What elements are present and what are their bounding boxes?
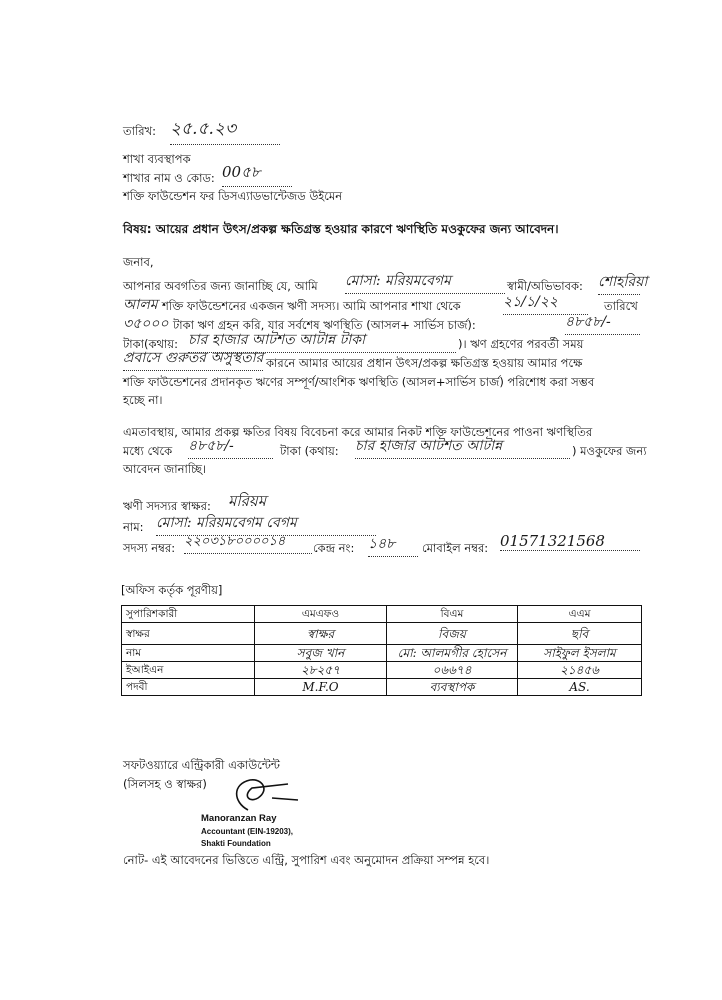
accountant-signature: [228, 772, 303, 814]
paragraph2-text: আবেদন জানাচ্ছি।: [123, 462, 207, 476]
am-ein: ২১৪৫৬: [518, 662, 642, 679]
applicant-name-handwritten: মোসা: মরিয়মবেগম: [345, 269, 505, 294]
outstanding-balance-handwritten: ৪৮৫৮/-: [565, 310, 640, 335]
paragraph1-text: আপনার অবগতির জন্য জানাচ্ছি যে, আমি: [123, 279, 318, 293]
table-header: এমএফও: [255, 606, 387, 623]
mfo-name: সবুজ খান: [255, 645, 387, 662]
paragraph1-text: হচ্ছে না।: [123, 393, 163, 407]
bm-ein: ০৬৬৭৪: [387, 662, 518, 679]
mfo-signature: স্বাক্ষর: [255, 623, 387, 645]
balance-in-words-handwritten: চার হাজার আটশত আটান্ন টাকা: [188, 328, 456, 353]
branch-manager-label: শাখা ব্যবস্থাপক: [123, 152, 191, 166]
table-row: [122, 623, 642, 645]
mfo-designation: M.F.O: [255, 679, 387, 696]
member-signature-label: ঋণী সদস্যর স্বাক্ষর:: [123, 499, 211, 513]
organization-name: শক্তি ফাউন্ডেশন ফর ডিসএ্যাডভান্টেজড উইমেন: [123, 189, 343, 203]
am-name: সাইফুল ইসলাম: [518, 645, 642, 662]
paragraph1-text: টাকা(কথায়:: [123, 337, 178, 351]
table-header: সুপারিশকারী: [122, 606, 255, 623]
center-number-label: কেন্দ্র নং:: [313, 541, 355, 555]
stamp-designation: Accountant (EIN-19203),: [201, 827, 294, 836]
mobile-number-label: মোবাইল নম্বর:: [422, 541, 489, 555]
office-use-label: [অফিস কর্তৃক পূরণীয়]: [121, 583, 223, 597]
paragraph2-text: ) মওকুফের জন্য: [572, 444, 647, 458]
loan-date-handwritten: ২১/১/২২: [503, 290, 588, 315]
member-signature-handwritten: মরিয়ম: [228, 492, 267, 510]
date-label: তারিখ:: [123, 124, 157, 138]
member-name-label: নাম:: [123, 520, 144, 534]
guardian-label: স্বামী/অভিভাবক:: [507, 279, 583, 293]
recommendation-table: [121, 605, 642, 696]
date-value: ২৫.৫.২৩: [170, 116, 280, 145]
stamp-name: Manoranzan Ray: [201, 813, 277, 824]
waiver-amount-handwritten: ৪৮৫৮/-: [188, 434, 273, 459]
am-designation: AS.: [518, 679, 642, 696]
guardian-name-handwritten: শোহরিয়া: [598, 270, 640, 295]
paragraph2-text: টাকা (কথায়:: [280, 444, 339, 458]
paragraph2-text: মধ্যে থেকে: [123, 444, 173, 458]
member-number-handwritten: ২২০৩১৮০০০০১৪: [184, 532, 312, 554]
row-label: স্বাক্ষর: [122, 623, 255, 645]
paragraph1-text: তারিখে: [604, 299, 638, 313]
loan-amount-handwritten: ৩৫০০০: [123, 316, 169, 332]
row-label: ইআইএন: [122, 662, 255, 679]
table-row: [122, 662, 642, 679]
row-label: নাম: [122, 645, 255, 662]
paragraph1-text: শক্তি ফাউন্ডেশনের প্রদানকৃত ঋণের সম্পূর্ণ/আংশিক ঋণস্থিতি (আসল+সার্ভিস চার্জ) পরিশোধ করা সম্ভব: [123, 375, 595, 389]
note-text: নোট- এই আবেদনের ভিত্তিতে এন্ট্রি, সুপারিশ এবং অনুমোদন প্রক্রিয়া সম্পন্ন হবে।: [123, 853, 490, 867]
paragraph1-text: )। ঋণ গ্রহণের পরবর্তী সময়: [458, 337, 584, 351]
bm-designation: ব্যবস্থাপক: [387, 679, 518, 696]
reason-handwritten: প্রবাসে গুরুতর অসুস্থতার: [123, 346, 263, 371]
center-number-handwritten: ১৪৮: [368, 532, 418, 557]
accountant-label: সফটওয়্যারে এন্ট্রিকারী একাউন্টেন্ট: [123, 758, 280, 772]
paragraph1-text: কারনে আমার আয়ের প্রধান উৎস/প্রকল্প ক্ষতিগ্রস্ত হওয়ায় আমার পক্ষে: [266, 356, 583, 370]
table-header: এএম: [518, 606, 642, 623]
waiver-in-words-handwritten: চার হাজার আটশত আটান্ন: [355, 434, 570, 459]
guardian-name-cont-handwritten: আলম: [123, 297, 158, 313]
salutation: জনাব,: [123, 255, 154, 269]
paragraph1-text: টাকা ঋণ গ্রহন করি, যার সর্বশেষ ঋণস্থিতি (আসল+ সার্ভিস চার্জ):: [173, 318, 476, 332]
table-header-row: [122, 606, 642, 623]
branch-name-code-label: শাখার নাম ও কোড:: [123, 171, 215, 185]
table-row: [122, 679, 642, 696]
paragraph2-text: এমতাবস্থায়, আমার প্রকল্প ক্ষতির বিষয় বিবেচনা করে আমার নিকট শক্তি ফাউন্ডেশনের পাওনা ঋণস্থিতির: [123, 425, 593, 439]
bm-name: মো: আলমগীর হোসেন: [387, 645, 518, 662]
mfo-ein: ২৮২৫৭: [255, 662, 387, 679]
row-label: পদবী: [122, 679, 255, 696]
am-signature: ছবি: [518, 623, 642, 645]
branch-code-value: 00৫৮: [222, 161, 292, 187]
member-name-handwritten: মোসা: মরিয়মবেগম বেগম: [156, 511, 376, 536]
member-number-label: সদস্য নম্বর:: [123, 541, 176, 555]
bm-signature: বিজয়: [387, 623, 518, 645]
table-header: বিএম: [387, 606, 518, 623]
mobile-number-handwritten: 01571321568: [500, 532, 640, 551]
subject-line: বিষয়: আয়ের প্রধান উৎস/প্রকল্প ক্ষতিগ্রস্ত হওয়ার কারণে ঋণস্থিতি মওকুফের জন্য আবেদন।: [123, 222, 559, 236]
paragraph1-text: শক্তি ফাউন্ডেশনের একজন ঋণী সদস্য। আমি আপনার শাখা থেকে: [162, 299, 461, 313]
accountant-seal-label: (সিলসহ ও স্বাক্ষর): [123, 777, 207, 791]
table-row: [122, 645, 642, 662]
stamp-organization: Shakti Foundation: [201, 839, 271, 848]
